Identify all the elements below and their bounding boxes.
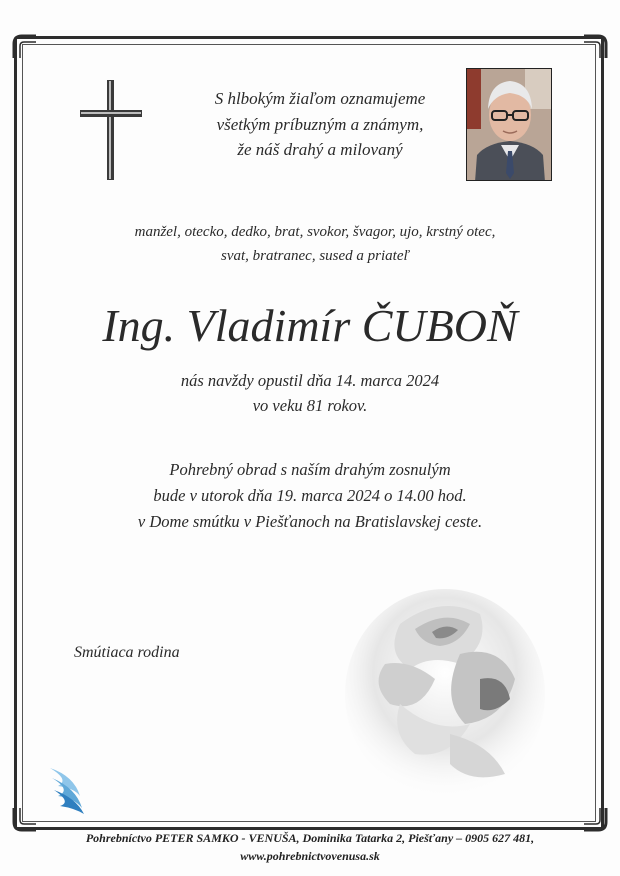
funeral-line: bude v utorok dňa 19. marca 2024 o 14.00 hod.	[153, 486, 467, 505]
family-relations	[80, 220, 550, 268]
signature: Smútiaca rodina	[74, 644, 180, 661]
relations-line: svat, bratranec, sused a priateľ	[221, 248, 409, 264]
funeral-home-logo	[44, 766, 88, 816]
corner-ornament	[12, 34, 38, 60]
funeral-info	[90, 457, 530, 535]
announcement-intro	[170, 86, 470, 163]
deceased-name: Ing. Vladimír ČUBOŇ	[102, 300, 518, 351]
footer	[0, 829, 620, 865]
rose-illustration	[340, 584, 550, 804]
death-line: vo veku 81 rokov.	[252, 396, 368, 415]
portrait-photo	[466, 68, 552, 181]
footer-website: www.pohrebnictvovenusa.sk	[240, 849, 380, 863]
intro-line: že náš drahý a milovaný	[237, 140, 403, 159]
relations-line: manžel, otecko, dedko, brat, svokor, švagor, ujo, krstný otec,	[134, 224, 496, 240]
intro-line: všetkým príbuzným a známym,	[216, 114, 424, 134]
death-info	[120, 368, 500, 418]
footer-address: Pohrebníctvo PETER SAMKO - VENUŠA, Dominika Tatarka 2, Piešťany – 0905 627 481,	[85, 831, 535, 845]
cross-icon	[76, 78, 146, 182]
intro-line: S hlbokým žiaľom oznamujeme	[214, 89, 426, 108]
funeral-line: v Dome smútku v Piešťanoch na Bratislavskej ceste.	[137, 512, 483, 531]
funeral-line: Pohrebný obrad s naším drahým zosnulým	[169, 460, 451, 479]
death-line: nás navždy opustil dňa 14. marca 2024	[180, 371, 440, 390]
corner-ornament	[582, 34, 608, 60]
